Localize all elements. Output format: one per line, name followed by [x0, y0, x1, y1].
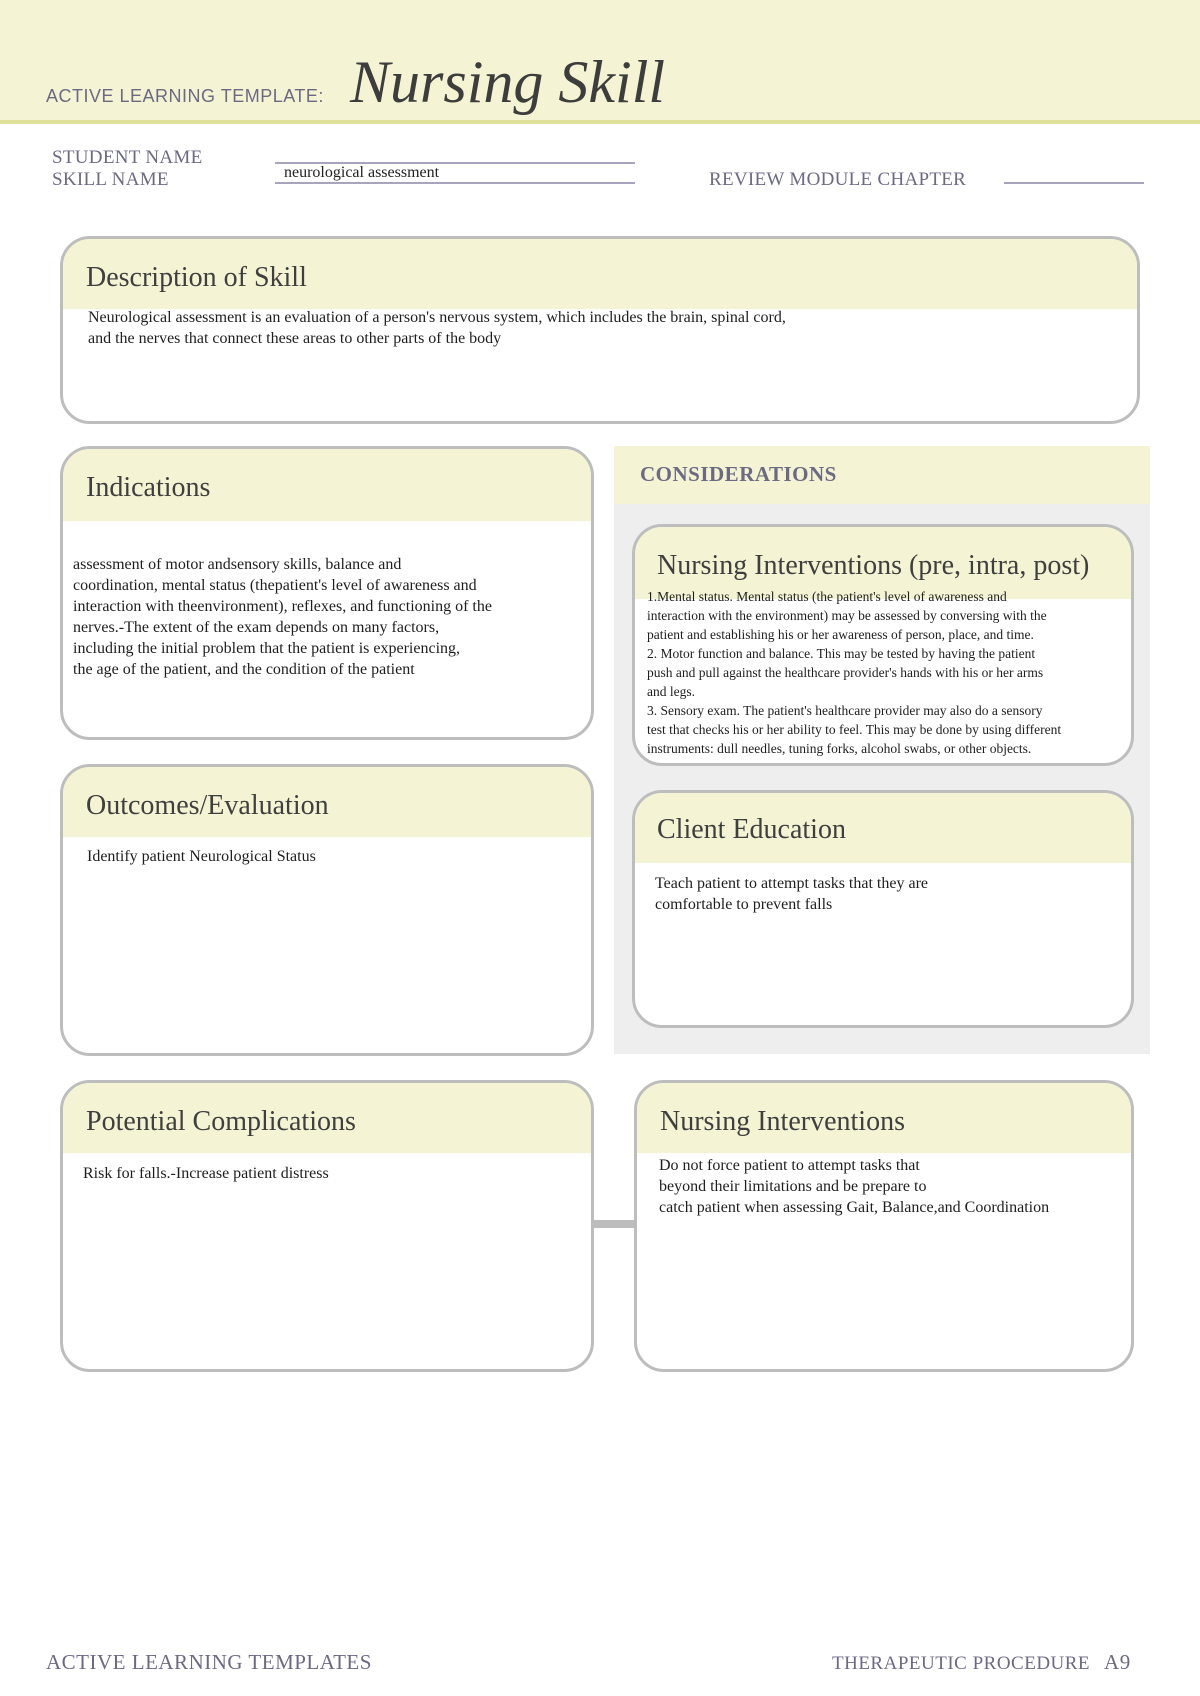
template-label: ACTIVE LEARNING TEMPLATE: — [46, 86, 324, 106]
skill-name-label: SKILL NAME — [52, 169, 169, 190]
footer-procedure-label — [832, 1650, 1131, 1675]
student-name-label: STUDENT NAME — [52, 147, 203, 168]
outcomes-text: Identify patient Neurological Status — [87, 848, 316, 865]
footer-code: A9 — [1104, 1650, 1131, 1674]
nursing-interventions-box — [634, 1080, 1134, 1372]
nursing-interventions-text: Do not force patient to attempt tasks that beyond their limitations and be prepare to catch patient when assessing Gait, Balance,and Coordination — [659, 1157, 1050, 1216]
client-education-box — [632, 790, 1134, 1028]
indications-title: Indications — [86, 472, 211, 503]
outcomes-title: Outcomes/Evaluation — [86, 790, 329, 821]
outcomes-box — [60, 764, 594, 1056]
nursing-interventions-pre-text: 1.Mental status. Mental status (the patient's level of awareness and interaction with the environment) may be assessed by conversing with the patient and establishing his or her awareness of person, place, and time. 2. Motor function and balance. This may be tested by having the patient push and pull against the healthcare provider's hands with his or her arms and legs. 3. Sensory exam. The patient's healthcare provider may also do a sensory test that checks his or her ability to feel. This may be done by using different instruments: dull needles, tuning forks, alcohol swabs, or other objects. — [647, 589, 1062, 756]
description-text: Neurological assessment is an evaluation of a person's nervous system, which includes the brain, spinal cord, and the nerves that connect these areas to other parts of the body — [88, 309, 786, 347]
skill-name-field[interactable]: neurological assessment — [284, 164, 440, 181]
indications-box — [60, 446, 594, 740]
footer-templates-label: ACTIVE LEARNING TEMPLATES — [46, 1650, 372, 1674]
potential-complications-text: Risk for falls.-Increase patient distress — [83, 1165, 329, 1182]
nursing-interventions-pre-box — [632, 524, 1134, 766]
client-education-text: Teach patient to attempt tasks that they are comfortable to prevent falls — [655, 875, 928, 913]
potential-complications-title: Potential Complications — [86, 1106, 356, 1137]
header-band — [0, 0, 1200, 124]
considerations-label: CONSIDERATIONS — [640, 462, 837, 486]
review-module-label: REVIEW MODULE CHAPTER — [709, 169, 967, 190]
skill-name-line — [275, 182, 635, 184]
page-title: Nursing Skill — [350, 49, 666, 115]
indications-text: assessment of motor andsensory skills, balance and coordination, mental status (thepatient's level of awareness and interaction with theenvironment), reflexes, and functioning of the nerves.-The extent of the exam depends on many factors, including the initial problem that the patient is experiencing, the age of the patient, and the condition of the patient — [73, 556, 492, 678]
footer-procedure-text: THERAPEUTIC PROCEDURE — [832, 1653, 1091, 1674]
considerations-header — [614, 446, 1150, 504]
description-title: Description of Skill — [86, 262, 307, 293]
review-module-line — [1004, 182, 1144, 184]
client-education-title: Client Education — [657, 814, 846, 845]
nursing-interventions-pre-title: Nursing Interventions (pre, intra, post) — [657, 550, 1090, 581]
description-box — [60, 236, 1140, 424]
nursing-interventions-title: Nursing Interventions — [660, 1106, 905, 1137]
connector-bar — [592, 1220, 636, 1228]
potential-complications-box — [60, 1080, 594, 1372]
